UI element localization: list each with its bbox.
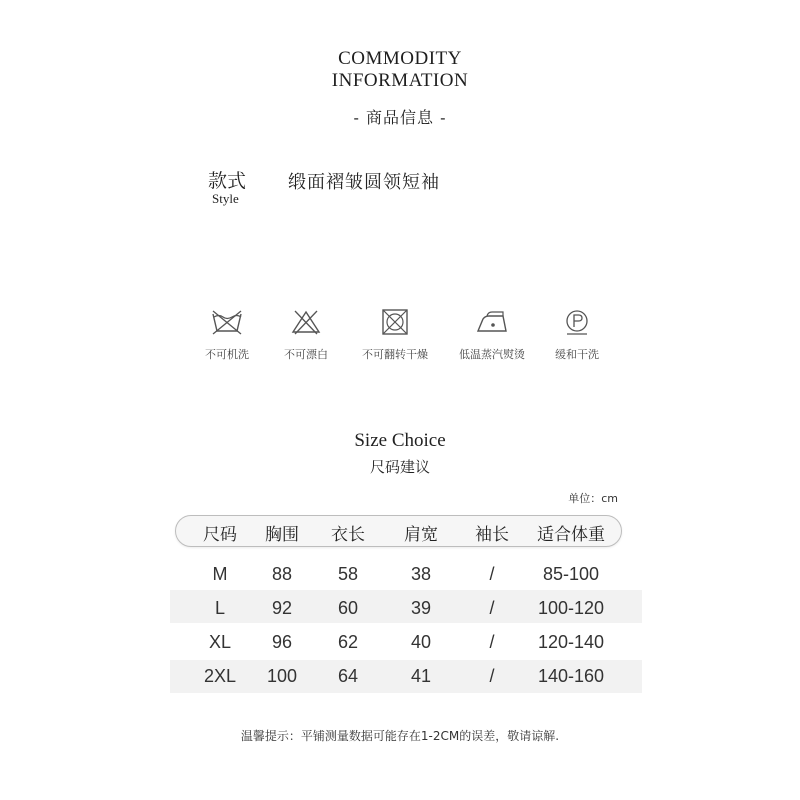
table-cell: 96 — [271, 632, 293, 652]
style-label-cn: 款式 — [208, 170, 247, 192]
table-cell: 100-120 — [537, 598, 605, 618]
table-cell: 64 — [337, 666, 359, 686]
table-cell: 100 — [266, 666, 298, 686]
size-choice-title: Size Choice — [354, 430, 446, 451]
title-line-2: INFORMATION — [331, 70, 469, 91]
care-label: 不可翻转干燥 — [362, 348, 428, 361]
style-label-en: Style — [212, 191, 239, 206]
table-cell: 58 — [337, 564, 359, 584]
table-cell: / — [489, 666, 495, 686]
table-cell: / — [489, 632, 495, 652]
header-cell-size: 尺码 — [203, 525, 237, 545]
table-cell: 38 — [410, 564, 432, 584]
title-line-1: COMMODITY — [338, 48, 462, 69]
table-cell: M — [212, 564, 228, 584]
table-cell: L — [214, 598, 225, 618]
section-subtitle: - 商品信息 - — [353, 108, 447, 127]
table-cell: 92 — [271, 598, 293, 618]
no-machine-wash-icon — [210, 308, 244, 336]
header-cell-length: 衣长 — [331, 525, 365, 545]
table-cell: 39 — [410, 598, 432, 618]
header-cell-sleeve: 袖长 — [475, 525, 509, 545]
table-cell: 60 — [337, 598, 359, 618]
table-cell: / — [489, 564, 495, 584]
header-cell-chest: 胸围 — [265, 525, 299, 545]
care-item-dry-clean — [522, 308, 632, 362]
no-tumble-dry-icon — [378, 308, 412, 336]
table-cell: 120-140 — [537, 632, 605, 652]
table-cell: / — [489, 598, 495, 618]
table-cell: 2XL — [203, 666, 237, 686]
table-cell: XL — [208, 632, 232, 652]
dry-clean-icon — [560, 308, 594, 336]
style-value: 缎面褶皱圆领短袖 — [288, 172, 440, 193]
table-cell: 85-100 — [542, 564, 600, 584]
header-cell-shoulder: 肩宽 — [404, 525, 438, 545]
no-bleach-icon — [289, 308, 323, 336]
care-label: 低温蒸汽熨烫 — [459, 348, 525, 361]
size-choice-subtitle: 尺码建议 — [369, 458, 430, 476]
care-label: 不可机洗 — [205, 348, 249, 361]
measurement-note: 温馨提示：平铺测量数据可能存在1-2CM的误差，敬请谅解. — [240, 729, 560, 743]
header-cell-weight: 适合体重 — [537, 525, 605, 545]
table-cell: 140-160 — [537, 666, 605, 686]
care-label: 缓和干洗 — [555, 348, 599, 361]
table-cell: 40 — [410, 632, 432, 652]
table-cell: 62 — [337, 632, 359, 652]
care-label: 不可漂白 — [284, 348, 328, 361]
care-item-no-tumble-dry — [340, 308, 450, 362]
low-temp-iron-icon — [475, 308, 509, 336]
unit-label: 单位：cm — [568, 492, 618, 505]
table-cell: 41 — [410, 666, 432, 686]
table-cell: 88 — [271, 564, 293, 584]
